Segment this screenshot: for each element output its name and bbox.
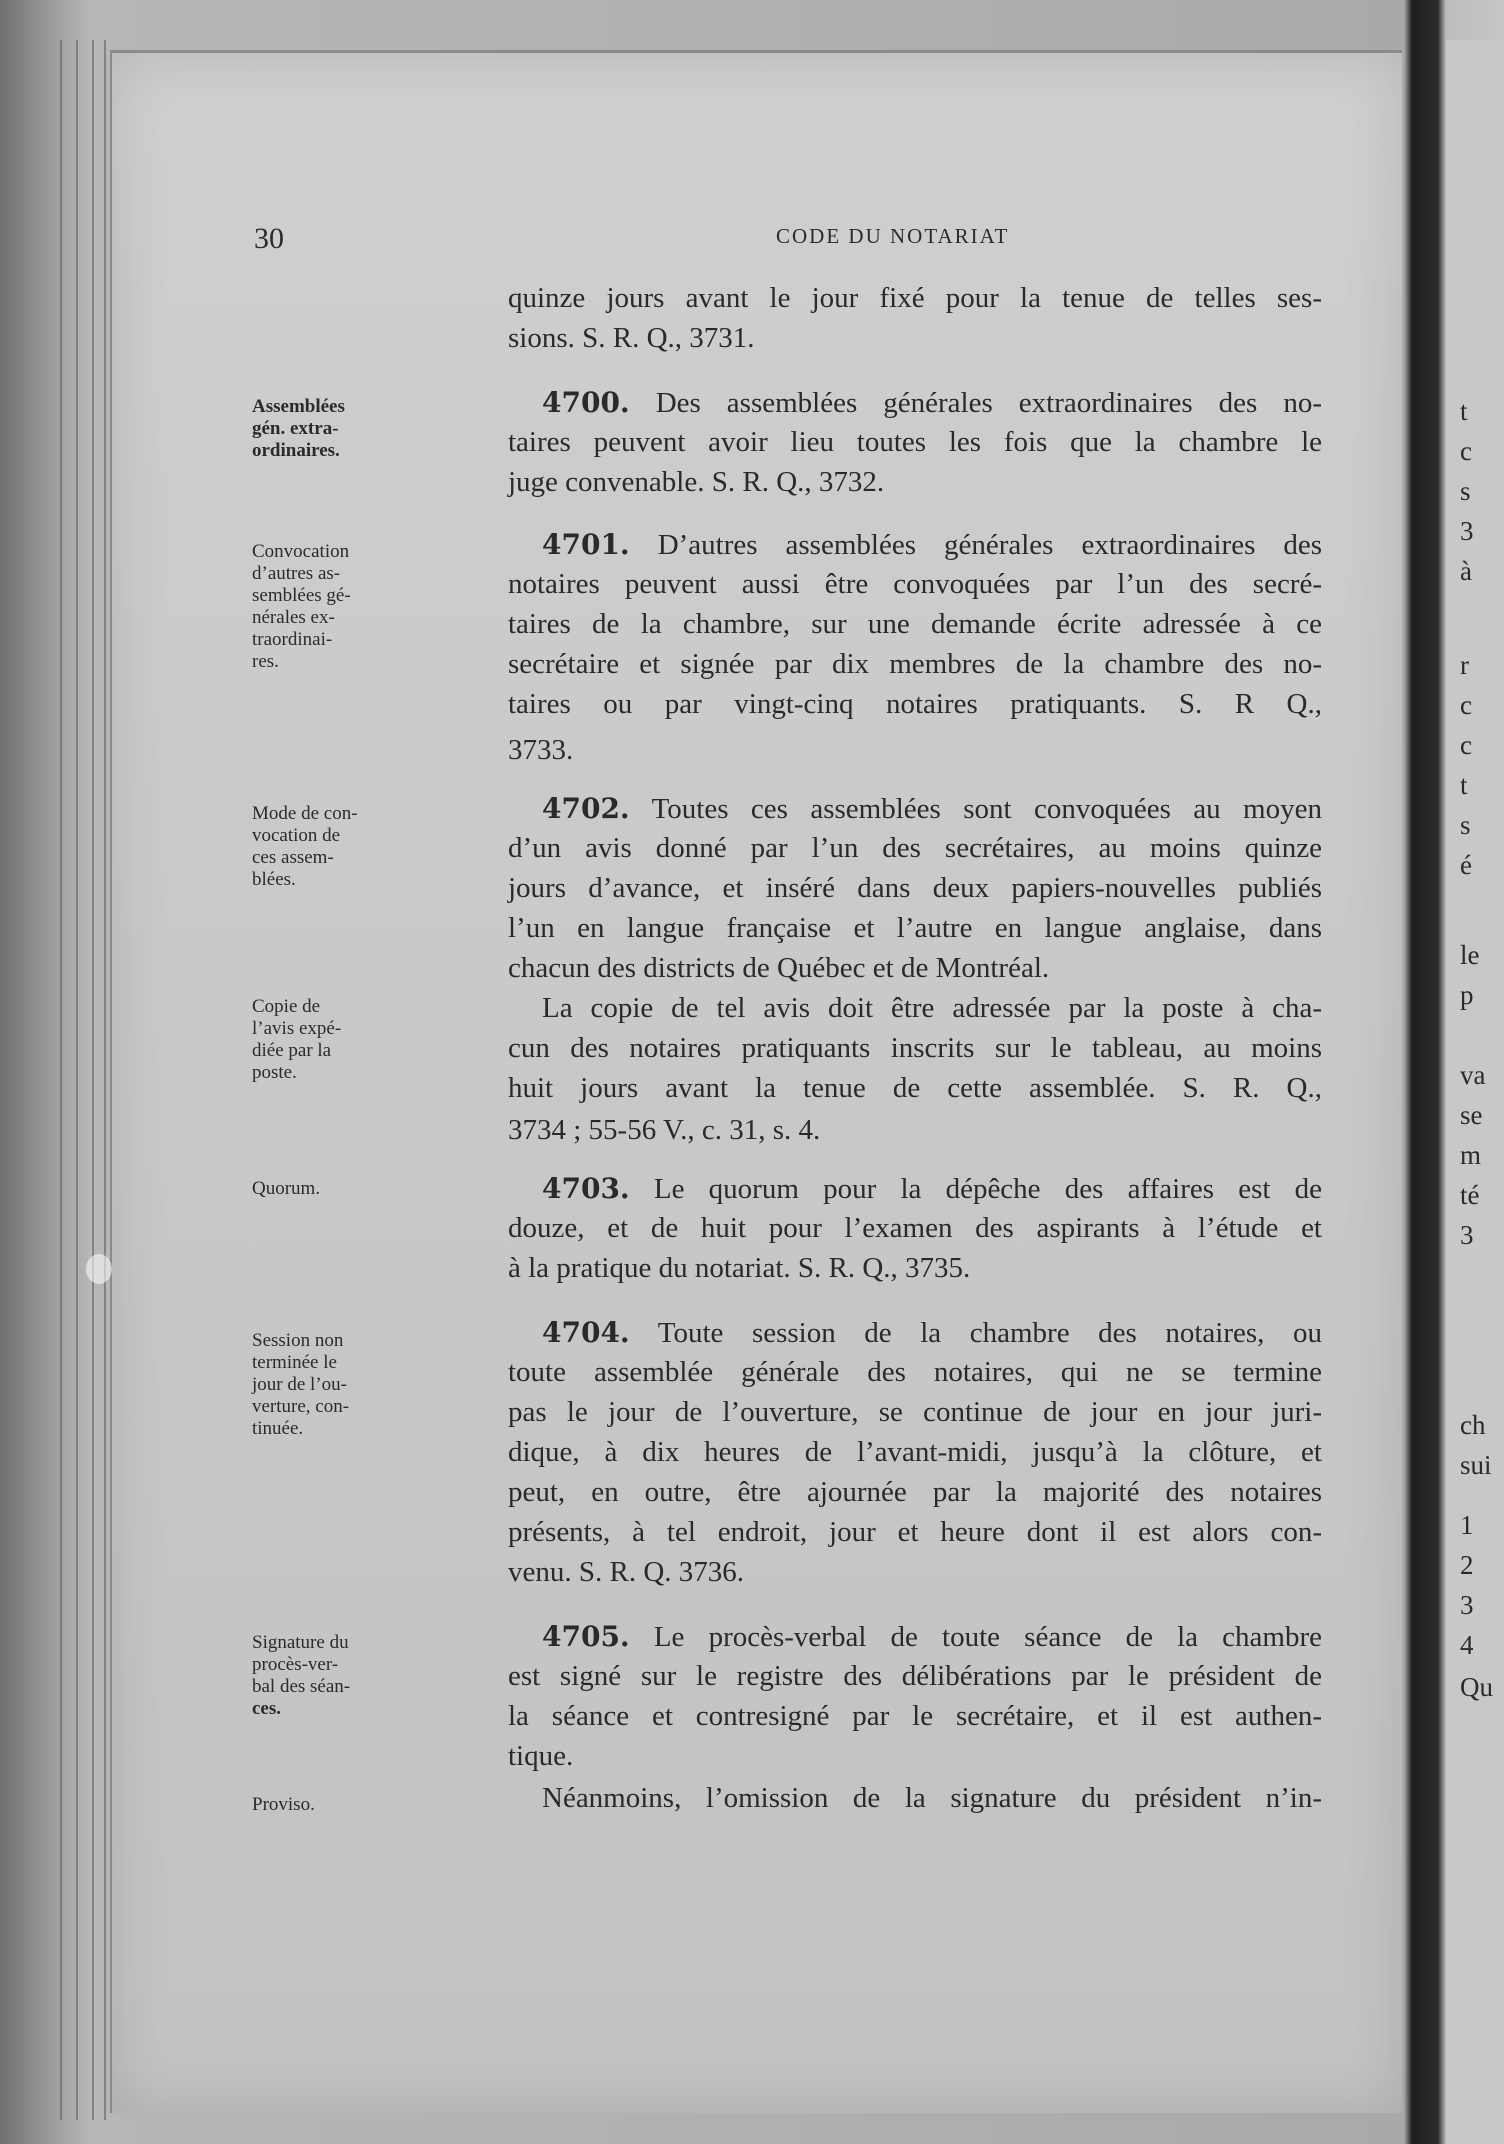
margin-note-line: Mode de con- — [252, 803, 358, 824]
margin-note-line: d’autres as- — [252, 563, 341, 584]
facing-page-fragment: 3 — [1460, 1220, 1474, 1250]
margin-note-4701 — [252, 541, 392, 673]
margin-note-line: ces assem- — [252, 847, 334, 868]
text-line: secrétaire et signée par dix membres de la chambre des no- — [508, 648, 1322, 680]
facing-page-fragment: é — [1460, 850, 1472, 880]
margin-note-proviso — [252, 1794, 392, 1816]
facing-page-fragment: 3 — [1460, 1590, 1474, 1620]
text-line: taires peuvent avoir lieu toutes les fois que la chambre le — [508, 426, 1322, 458]
text-span: Toutes ces assemblées sont convoquées au moyen — [651, 793, 1322, 825]
text-line: douze, et de huit pour l’examen des aspirants à l’étude et — [508, 1212, 1322, 1244]
text-span: Des assemblées générales extraordinaires des no- — [655, 387, 1323, 419]
page-number: 30 — [254, 222, 284, 255]
margin-note-line: vocation de — [252, 825, 341, 846]
margin-note-quorum — [252, 1178, 392, 1200]
text-line: tique. — [508, 1740, 574, 1772]
text-line: taires de la chambre, sur une demande écrite adressée à ce — [508, 608, 1322, 640]
facing-page-fragment: m — [1460, 1140, 1482, 1170]
article-number: 4705. — [542, 1620, 630, 1653]
margin-note-line: Session non — [252, 1330, 344, 1351]
facing-page-fragment: 2 — [1460, 1550, 1474, 1580]
margin-note-line: procès-ver- — [252, 1654, 339, 1675]
facing-page-fragment: va — [1460, 1060, 1486, 1090]
text-line: l’un en langue française et l’autre en langue anglaise, dans — [508, 912, 1322, 944]
margin-note-copie — [252, 996, 392, 1084]
page-edge — [92, 40, 94, 2120]
facing-page-fragment: 3 — [1460, 516, 1474, 546]
article-number: 4704. — [542, 1316, 630, 1349]
text-span: Toute session de la chambre des notaires, ou — [657, 1317, 1322, 1349]
article-first-line — [542, 386, 1322, 420]
article-number: 4701. — [542, 528, 630, 561]
article-first-line — [542, 792, 1322, 826]
facing-page-fragment: s — [1460, 810, 1471, 840]
text-span: Le procès-verbal de toute séance de la chambre — [653, 1621, 1323, 1653]
facing-page-fragment: à — [1460, 556, 1472, 586]
margin-note-4702 — [252, 803, 392, 891]
margin-note-line: Quorum. — [252, 1178, 321, 1199]
article-first-line — [542, 1620, 1322, 1654]
page-edge — [76, 40, 78, 2120]
margin-note-line: traordinai- — [252, 629, 333, 650]
page-edge — [104, 40, 106, 2120]
article-first-line — [542, 1172, 1322, 1206]
margin-note-line: semblées gé- — [252, 585, 351, 606]
text-line: venu. S. R. Q. 3736. — [508, 1556, 745, 1588]
margin-note-4700 — [252, 396, 392, 462]
margin-note-line: poste. — [252, 1062, 297, 1083]
text-span: Le quorum pour la dépêche des affaires est de — [653, 1173, 1322, 1205]
margin-note-line: Convocation — [252, 541, 350, 562]
article-number: 4702. — [542, 792, 630, 825]
margin-note-4704 — [252, 1330, 392, 1440]
facing-page-fragment: le — [1460, 940, 1480, 970]
margin-note-line: jour de l’ou- — [252, 1374, 347, 1395]
article-first-line — [542, 1316, 1322, 1350]
running-head: CODE DU NOTARIAT — [776, 224, 1010, 248]
facing-page-fragment: sui — [1460, 1450, 1492, 1480]
facing-page-fragment: r — [1460, 650, 1469, 680]
text-line: huit jours avant la tenue de cette assemblée. S. R. Q., — [508, 1072, 1322, 1104]
facing-page-fragment: se — [1460, 1100, 1483, 1130]
text-line: 3733. — [508, 734, 574, 766]
text-line: jours d’avance, et inséré dans deux papiers-nouvelles publiés — [508, 872, 1322, 904]
margin-note-line: tinuée. — [252, 1418, 304, 1439]
margin-note-line: nérales ex- — [252, 607, 335, 628]
text-line: sions. S. R. Q., 3731. — [508, 322, 755, 354]
article-number: 4700. — [542, 386, 630, 419]
margin-note-line: terminée le — [252, 1352, 337, 1373]
margin-note-line: verture, con- — [252, 1396, 350, 1417]
text-line: pas le jour de l’ouverture, se continue de jour en jour juri- — [508, 1396, 1322, 1428]
text-line: cun des notaires pratiquants inscrits sur le tableau, au moins — [508, 1032, 1322, 1064]
margin-note-line: ces. — [252, 1698, 282, 1719]
text-line: La copie de tel avis doit être adressée par la poste à cha- — [542, 992, 1322, 1024]
margin-note-line: blées. — [252, 869, 296, 890]
text-line: notaires peuvent aussi être convoquées par l’un des secré- — [508, 568, 1322, 600]
margin-note-line: Copie de — [252, 996, 321, 1017]
text-line: à la pratique du notariat. S. R. Q., 3735. — [508, 1252, 971, 1284]
text-line: toute assemblée générale des notaires, qui ne se termine — [508, 1356, 1322, 1388]
text-line: présents, à tel endroit, jour et heure dont il est alors con- — [508, 1516, 1322, 1548]
margin-note-line: res. — [252, 651, 279, 672]
text-line: la séance et contresigné par le secrétaire, et il est authen- — [508, 1700, 1322, 1732]
facing-page-fragment: c — [1460, 436, 1472, 466]
facing-page-fragment: c — [1460, 730, 1472, 760]
margin-note-4705 — [252, 1632, 392, 1720]
text-line: d’un avis donné par l’un des secrétaires, au moins quinze — [508, 832, 1322, 864]
text-line: quinze jours avant le jour fixé pour la tenue de telles ses- — [508, 282, 1322, 314]
facing-page-edge — [1446, 40, 1504, 2144]
facing-page-fragment: Qu — [1460, 1672, 1493, 1702]
margin-note-line: diée par la — [252, 1040, 332, 1061]
text-line: 3734 ; 55-56 V., c. 31, s. 4. — [508, 1114, 821, 1146]
facing-page-fragment: t — [1460, 770, 1468, 800]
text-line: est signé sur le registre des délibérations par le président de — [508, 1660, 1322, 1692]
facing-page-fragment: ch — [1460, 1410, 1486, 1440]
margin-note-line: Assemblées — [252, 396, 345, 417]
margin-note-line: Proviso. — [252, 1794, 315, 1815]
margin-note-line: bal des séan- — [252, 1676, 351, 1697]
facing-page-fragment: t — [1460, 396, 1468, 426]
text-line: peut, en outre, être ajournée par la majorité des notaires — [508, 1476, 1322, 1508]
facing-page-fragment: s — [1460, 476, 1471, 506]
text-line: taires ou par vingt-cinq notaires pratiquants. S. R Q., — [508, 688, 1322, 720]
article-number: 4703. — [542, 1172, 630, 1205]
article-first-line — [542, 528, 1322, 562]
margin-note-line: ordinaires. — [252, 440, 340, 461]
text-span: D’autres assemblées générales extraordinaires des — [657, 529, 1323, 561]
facing-page-fragment: té — [1460, 1180, 1480, 1210]
facing-page-fragment: c — [1460, 690, 1472, 720]
text-line: dique, à dix heures de l’avant-midi, jusqu’à la clôture, et — [508, 1436, 1322, 1468]
facing-page-fragment: p — [1460, 980, 1474, 1010]
facing-page-fragment: 1 — [1460, 1510, 1474, 1540]
margin-note-line: l’avis expé- — [252, 1018, 342, 1039]
text-line: juge convenable. S. R. Q., 3732. — [508, 466, 885, 498]
paper-stain — [86, 1254, 112, 1284]
page-edge — [60, 40, 62, 2120]
text-line: chacun des districts de Québec et de Montréal. — [508, 952, 1050, 984]
margin-note-line: Signature du — [252, 1632, 349, 1653]
facing-page-fragment: 4 — [1460, 1630, 1474, 1660]
text-line: Néanmoins, l’omission de la signature du président n’in- — [542, 1782, 1322, 1814]
margin-note-line: gén. extra- — [252, 418, 339, 439]
